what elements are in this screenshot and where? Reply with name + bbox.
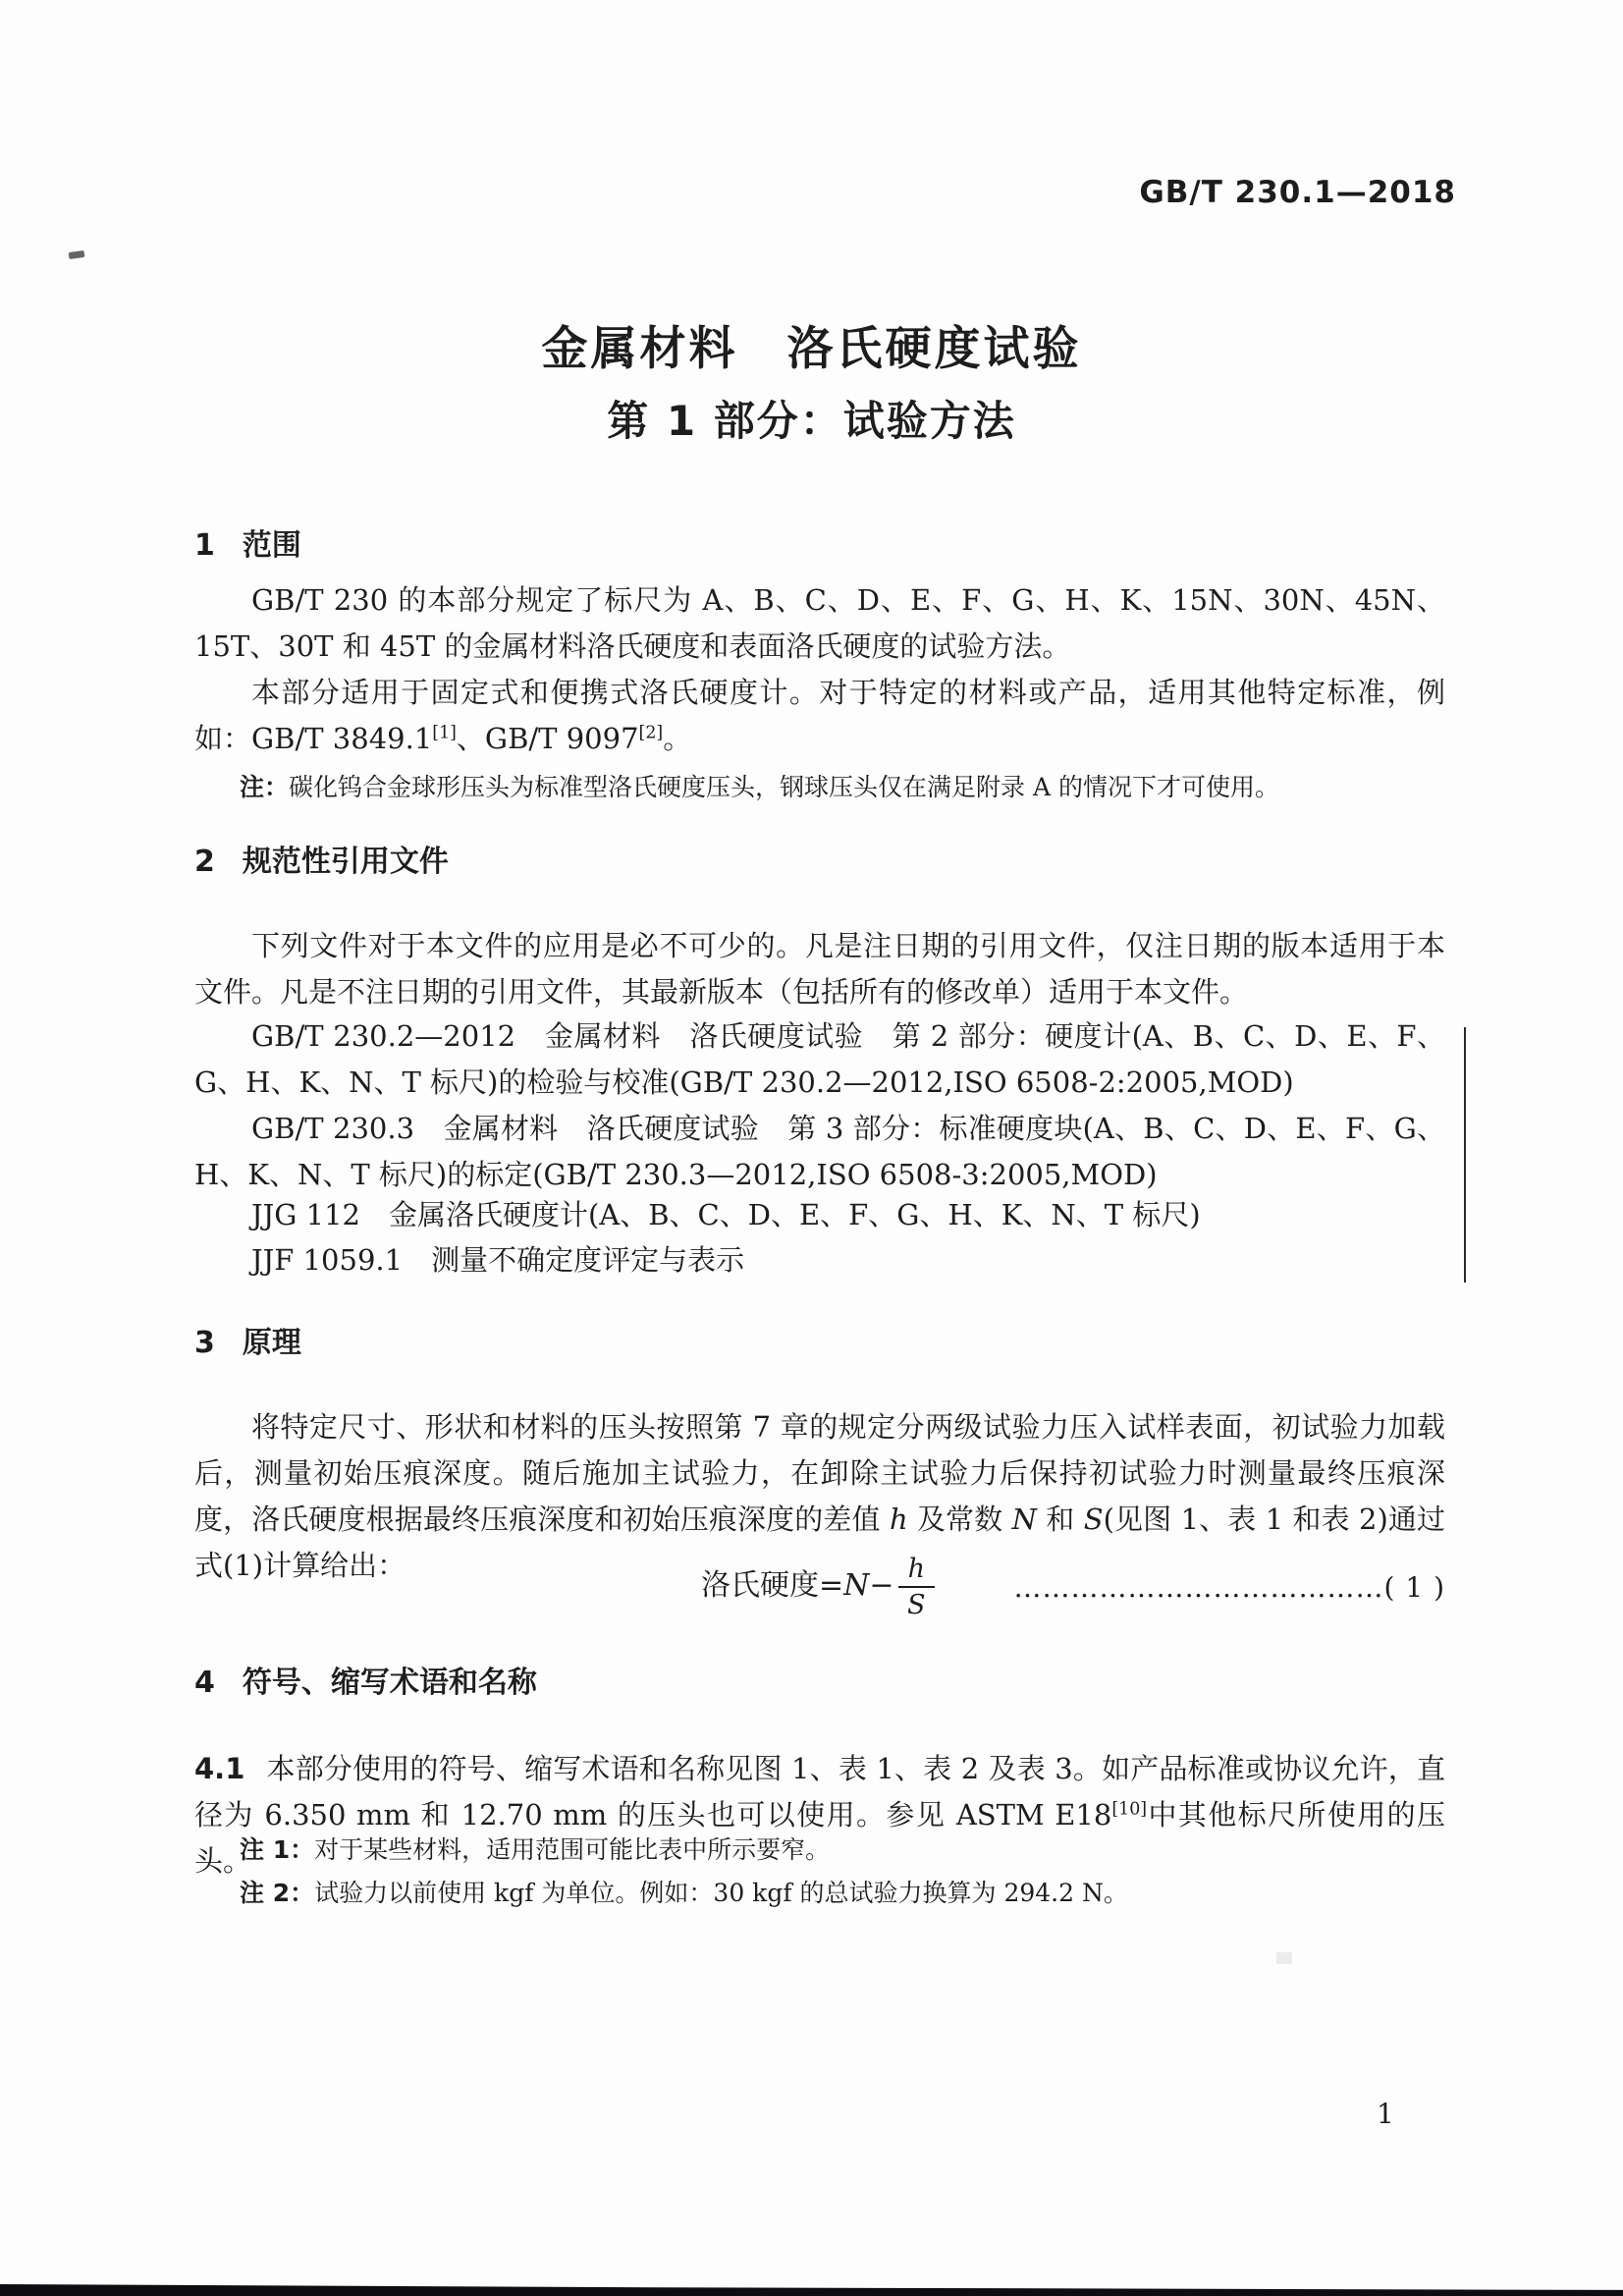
note-2-text: 试验力以前使用 kgf 为单位。例如：30 kgf 的总试验力换算为 294.2 N。	[314, 1879, 1128, 1907]
reference-item-2: GB/T 230.3 金属材料 洛氏硬度试验 第 3 部分：标准硬度块(A、B、C、D、E、F、G、H、K、N、T 标尺)的标定(GB/T 230.3—2012,ISO 6508-3:2005,MOD)	[194, 1112, 1445, 1191]
applicability-text-2: 、GB/T 9097	[456, 722, 639, 755]
reference-item-3: JJG 112 金属洛氏硬度计(A、B、C、D、E、F、G、H、K、N、T 标尺)	[251, 1198, 1201, 1231]
scan-smudge-left-margin	[69, 250, 85, 259]
document-title-line2: 第 1 部分：试验方法	[607, 397, 1016, 445]
reference-item-1: GB/T 230.2—2012 金属材料 洛氏硬度试验 第 2 部分：硬度计(A、B、C、D、E、F、G、H、K、N、T 标尺)的检验与校准(GB/T 230.2—2012,ISO 6508-2:2005,MOD)	[194, 1019, 1445, 1099]
minus-sign: −	[869, 1568, 894, 1603]
fraction-h-over-s	[898, 1554, 935, 1620]
section-4-note-1	[240, 1831, 1445, 1870]
variable-h: h	[889, 1503, 908, 1536]
section-1-note	[240, 768, 1445, 807]
section-1-heading	[194, 520, 1445, 564]
variable-n: N	[1011, 1503, 1037, 1536]
normative-references-intro: 下列文件对于本文件的应用是必不可少的。凡是注日期的引用文件，仅注日期的版本适用于本文件。凡是不注日期的引用文件，其最新版本（包括所有的修改单）适用于本文件。	[194, 929, 1445, 1009]
principle-text-3: 和	[1036, 1503, 1084, 1536]
section-4-title: 符号、缩写术语和名称	[242, 1666, 537, 1700]
page-number: 1	[1377, 2098, 1394, 2130]
reference-superscript-2: [2]	[638, 723, 664, 743]
reference-item-4: JJF 1059.1 测量不确定度评定与表示	[251, 1243, 745, 1277]
clause-4-1-text-1: 本部分使用的符号、缩写术语和名称见图 1、表 1、表 2 及表 3。如产品标准或协议允许，直径为 6.350 mm 和 12.70 mm 的压头也可以使用。参见 ASTM E18	[194, 1752, 1445, 1831]
principle-text-2: 及常数	[907, 1503, 1012, 1536]
note-2-label: 注 2：	[240, 1879, 315, 1907]
applicability-text-1: 本部分适用于固定式和便携式洛氏硬度计。对于特定的材料或产品，适用其他特定标准，例如：GB/T 3849.1	[194, 676, 1445, 755]
note-1-label: 注 1：	[240, 1835, 315, 1864]
section-1-number: 1	[194, 528, 215, 563]
reference-superscript-10: [10]	[1111, 1799, 1148, 1820]
leader-dots: …………………………………	[1013, 1571, 1384, 1604]
reference-superscript-1: [1]	[432, 723, 457, 743]
scan-edge-artifact	[0, 2280, 1623, 2296]
section-2-number: 2	[194, 845, 215, 879]
revision-change-bar	[1464, 1027, 1466, 1283]
section-2-heading	[194, 837, 1445, 880]
section-3-title: 原理	[242, 1326, 301, 1360]
section-4-heading	[194, 1658, 1445, 1701]
section-4-note-2	[240, 1874, 1445, 1913]
section-2-title: 规范性引用文件	[242, 845, 449, 879]
principle-text-1: 将特定尺寸、形状和材料的压头按照第 7 章的规定分两级试验力压入试样表面，初试验力加载后，测量初始压痕深度。随后施加主试验力，在卸除主试验力后保持初试验力时测量最终压痕深度，洛氏硬度根据最终压痕深度和初始压痕深度的差值	[194, 1410, 1445, 1536]
note-text: 碳化钨合金球形压头为标准型洛氏硬度压头，钢球压头仅在满足附录 A 的情况下才可使用。	[289, 773, 1279, 801]
formula-dotted-leader	[1014, 1571, 1445, 1604]
equals-sign: =	[819, 1568, 844, 1603]
principle-text-4: (见图 1、表 1 和表 2)通过式(1)计算给出：	[194, 1503, 1445, 1582]
doc-code-header: GB/T 230.1—2018	[1139, 175, 1456, 210]
applicability-text-3: 。	[663, 722, 692, 755]
formula-variable-n: N	[843, 1568, 870, 1603]
document-title-line1: 金属材料 洛氏硬度试验	[541, 322, 1082, 376]
rockwell-hardness-formula	[194, 1554, 1445, 1652]
section-1-title: 范围	[242, 528, 301, 563]
equation-number: ( 1 )	[1383, 1571, 1445, 1604]
section-3-number: 3	[194, 1326, 215, 1360]
fraction-denominator: S	[907, 1590, 926, 1620]
variable-s: S	[1083, 1503, 1104, 1536]
clause-4-1-number: 4.1	[194, 1752, 245, 1785]
formula-lhs: 洛氏硬度	[701, 1568, 820, 1603]
note-label: 注：	[240, 773, 290, 801]
clause-4-1-text-2: 中其他标尺所使用的压头。	[194, 1798, 1445, 1878]
section-4-number: 4	[194, 1666, 215, 1700]
section-3-heading	[194, 1318, 1445, 1361]
applicability-paragraph	[194, 670, 1445, 762]
note-1-text: 对于某些材料，适用范围可能比表中所示要窄。	[314, 1835, 831, 1864]
scan-smudge-right	[1276, 1952, 1292, 1964]
fraction-numerator: h	[898, 1554, 935, 1588]
scope-paragraph: GB/T 230 的本部分规定了标尺为 A、B、C、D、E、F、G、H、K、15N、30N、45N、15T、30T 和 45T 的金属材料洛氏硬度和表面洛氏硬度的试验方法。	[194, 583, 1445, 663]
